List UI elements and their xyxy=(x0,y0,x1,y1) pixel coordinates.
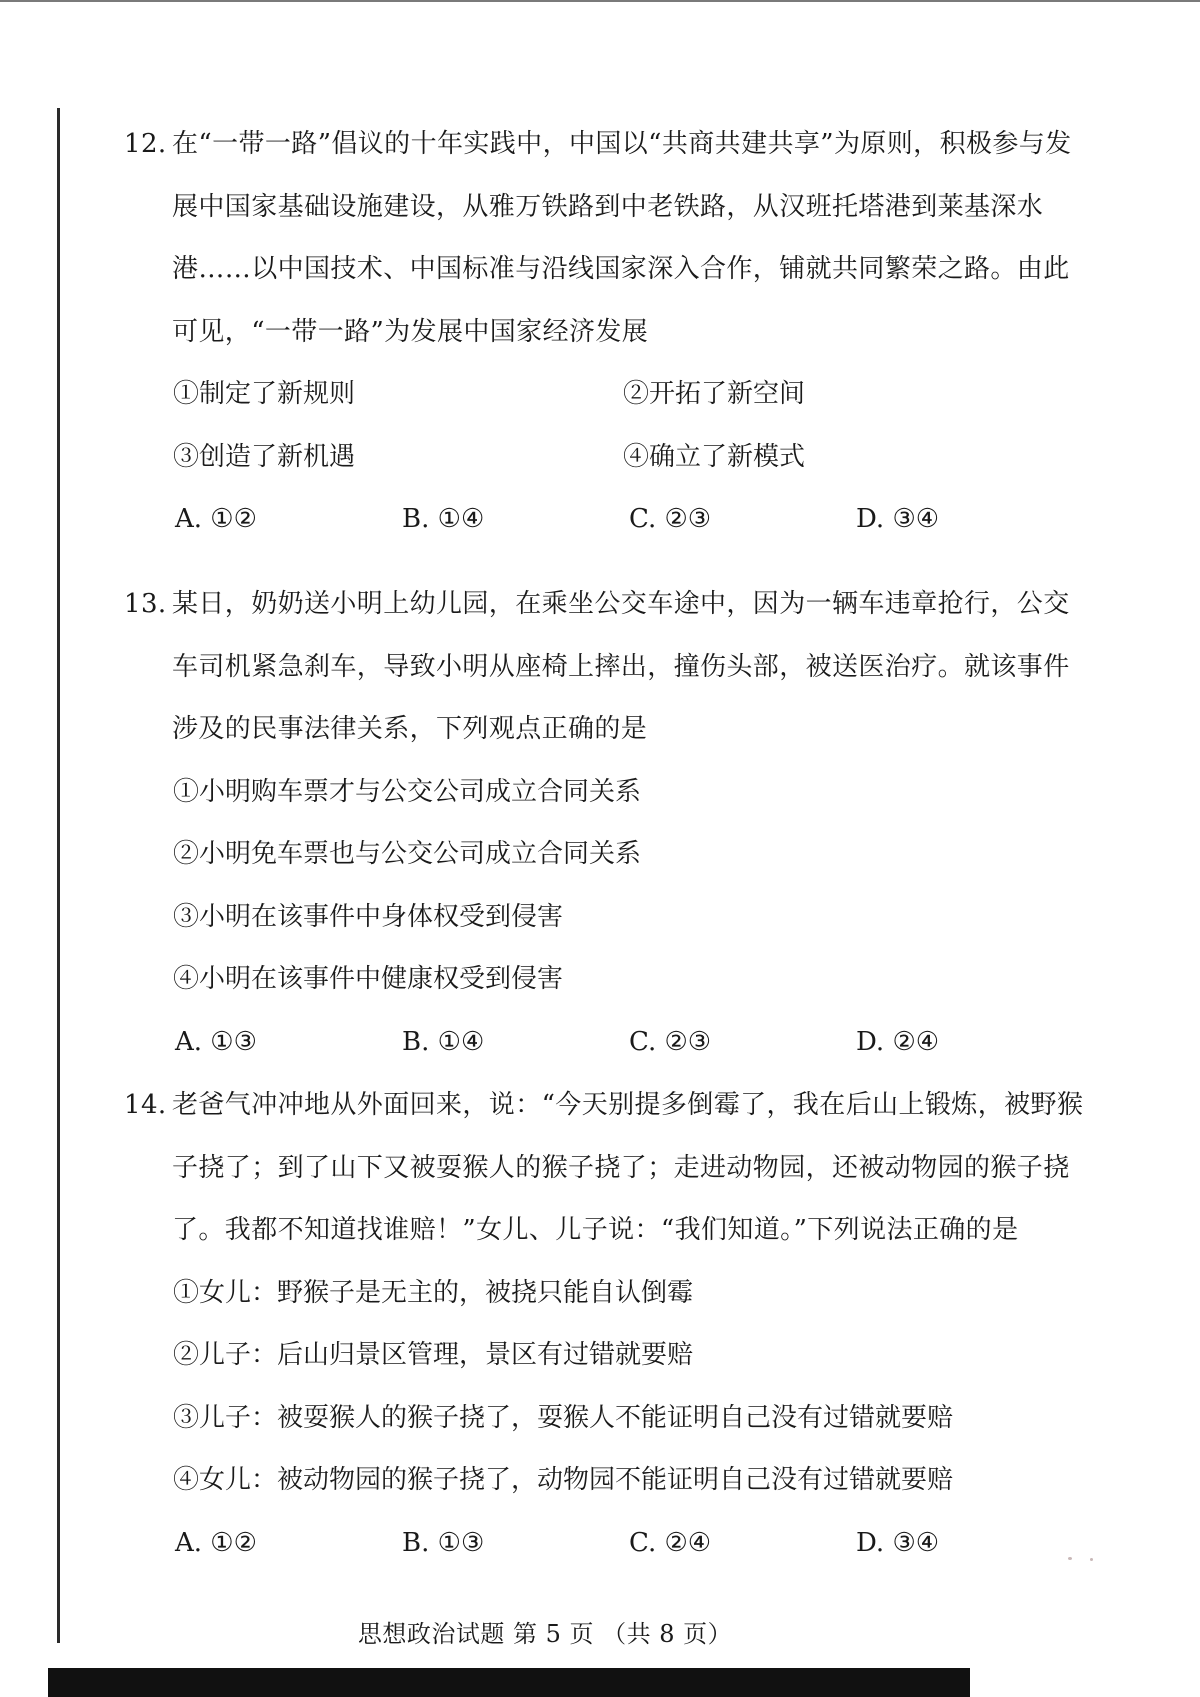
question-12-option-3: ③创造了新机遇 xyxy=(173,441,356,472)
question-12-answer-d: D. ③④ xyxy=(856,504,940,534)
question-14-stem: 老爸气冲冲地从外面回来，说：“今天别提多倒霉了，我在后山上锻炼，被野猴子挠了；到了山下又被耍猴人的猴子挠了；走进动物园，还被动物园的猴子挠了。我都不知道找谁赔！”女儿、儿子说：“我们知道。”下列说法正确的是 xyxy=(172,1090,1084,1245)
question-13-answer-a: A. ①③ xyxy=(175,1026,257,1057)
question-14-stem-block xyxy=(124,1074,1084,1262)
question-14-option-3: ③儿子：被耍猴人的猴子挠了，耍猴人不能证明自己没有过错就要赔 xyxy=(173,1402,954,1433)
question-13-answer-choices xyxy=(124,1011,1084,1074)
question-13-answer-d: D. ②④ xyxy=(856,1026,940,1057)
top-border-line xyxy=(0,0,1200,2)
question-13-answer-c: C. ②③ xyxy=(629,1026,712,1057)
question-12-option-2: ②开拓了新空间 xyxy=(623,379,806,409)
question-12-stem-block xyxy=(124,113,1084,363)
question-14-answer-a: A. ①② xyxy=(175,1527,257,1558)
question-13-number: 13. xyxy=(124,589,167,619)
question-14-answer-b: B. ①③ xyxy=(402,1527,485,1558)
question-14-answer-choices xyxy=(124,1512,1084,1575)
question-14-answer-c: C. ②④ xyxy=(629,1527,712,1558)
scan-speck xyxy=(1068,1557,1072,1560)
question-14-option-4: ④女儿：被动物园的猴子挠了，动物园不能证明自己没有过错就要赔 xyxy=(173,1465,954,1495)
left-margin-line xyxy=(57,108,60,1643)
question-14 xyxy=(124,1074,1084,1574)
question-13-option-4: ④小明在该事件中健康权受到侵害 xyxy=(173,964,564,994)
question-12 xyxy=(124,113,1084,551)
page-footer: 思想政治试题 第 5 页 （共 8 页） xyxy=(357,1620,733,1648)
question-12-answer-choices xyxy=(124,488,1084,551)
question-13-option-3: ③小明在该事件中身体权受到侵害 xyxy=(173,901,564,932)
question-12-options xyxy=(124,363,1084,488)
question-12-answer-b: B. ①④ xyxy=(402,504,485,534)
question-13-answer-b: B. ①④ xyxy=(402,1026,485,1057)
scan-speck xyxy=(1090,1558,1093,1561)
question-14-option-1: ①女儿：野猴子是无主的，被挠只能自认倒霉 xyxy=(173,1277,694,1308)
question-13-option-1: ①小明购车票才与公交公司成立合同关系 xyxy=(173,776,642,807)
question-14-answer-d: D. ③④ xyxy=(856,1527,940,1558)
question-14-option-2: ②儿子：后山归景区管理，景区有过错就要赔 xyxy=(173,1340,694,1370)
question-12-answer-a: A. ①② xyxy=(175,504,257,534)
question-13 xyxy=(124,573,1084,1073)
question-12-number: 12. xyxy=(124,129,167,159)
question-12-option-4: ④确立了新模式 xyxy=(623,441,806,472)
scan-bottom-bar xyxy=(48,1668,970,1697)
question-12-answer-c: C. ②③ xyxy=(629,504,712,534)
question-13-option-2: ②小明免车票也与公交公司成立合同关系 xyxy=(173,839,642,869)
question-12-option-1: ①制定了新规则 xyxy=(173,379,356,409)
question-14-number: 14. xyxy=(124,1090,167,1120)
question-12-stem: 在“一带一路”倡议的十年实践中，中国以“共商共建共享”为原则，积极参与发展中国家基础设施建设，从雅万铁路到中老铁路，从汉班托塔港到莱基深水港……以中国技术、中国标准与沿线国家深入合作，铺就共同繁荣之路。由此可见，“一带一路”为发展中国家经济发展 xyxy=(172,129,1072,347)
question-13-stem: 某日，奶奶送小明上幼儿园，在乘坐公交车途中，因为一辆车违章抢行，公交车司机紧急刹车，导致小明从座椅上摔出，撞伤头部，被送医治疗。就该事件涉及的民事法律关系，下列观点正确的是 xyxy=(172,589,1070,744)
question-13-stem-block xyxy=(124,573,1084,761)
